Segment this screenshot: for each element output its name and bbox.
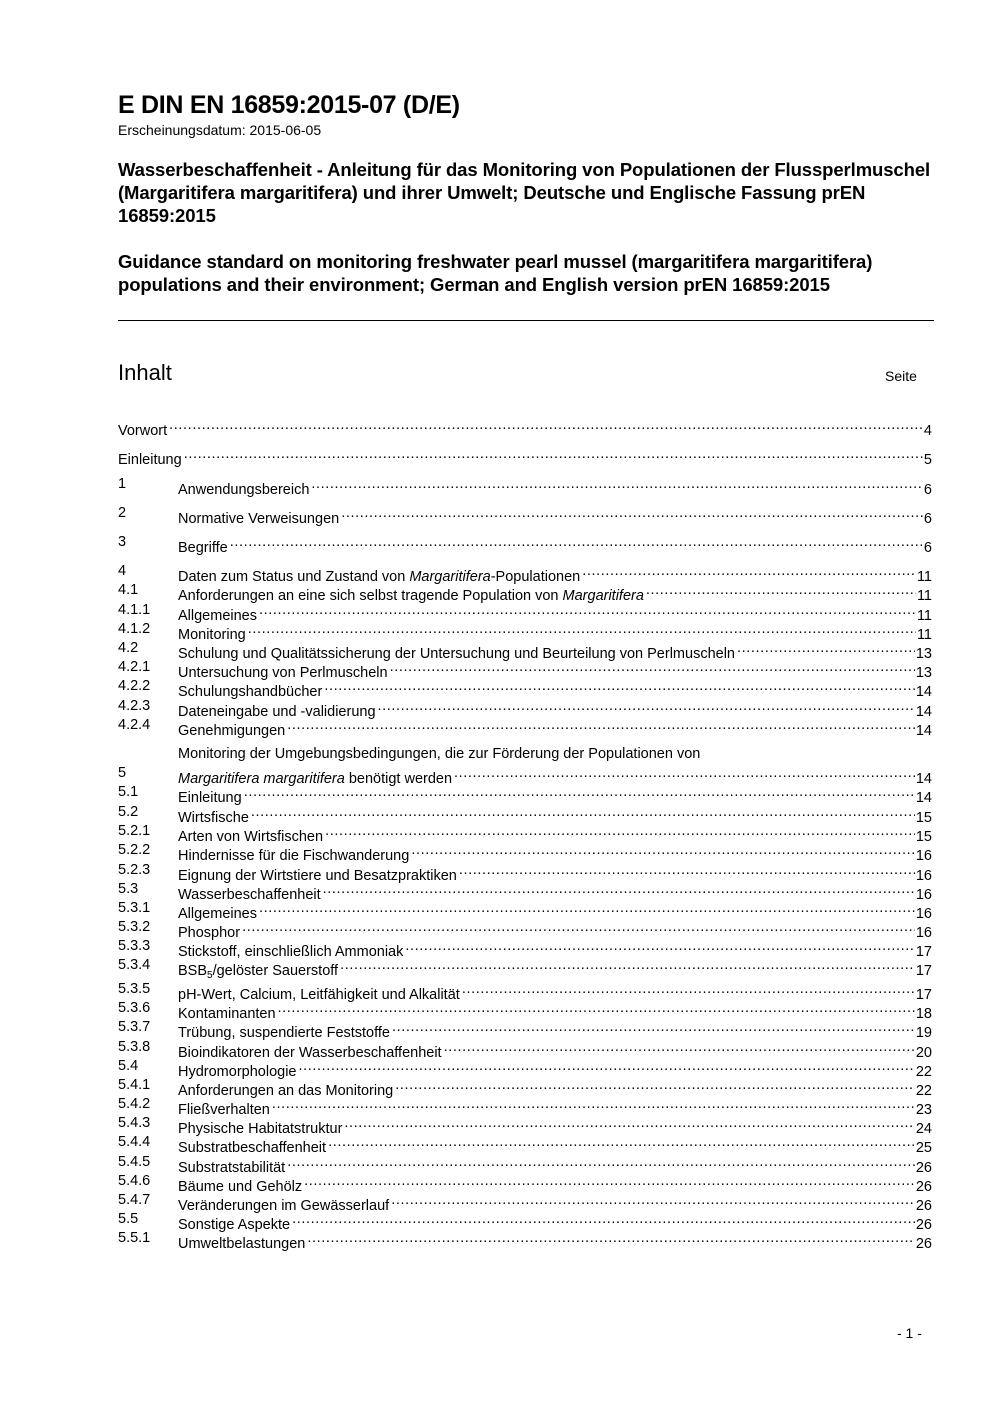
toc-entry-text: Einleitung — [118, 452, 182, 468]
toc-entry-number: 5.3.2 — [118, 919, 151, 935]
toc-leader-dots — [391, 1191, 915, 1210]
toc-entry[interactable] — [118, 1018, 932, 1041]
toc-entry-number: 5 — [118, 765, 127, 781]
toc-entry-text: Hindernisse für die Fischwanderung — [178, 848, 410, 864]
toc-entry-text-italic: Margaritifera — [562, 588, 644, 604]
publication-date: Erscheinungsdatum: 2015-06-05 — [118, 122, 322, 138]
toc-entry-number: 5.4.3 — [118, 1115, 151, 1131]
toc-entry-number: 5.3.5 — [118, 981, 151, 997]
toc-entry-number: 5.3.7 — [118, 1019, 151, 1035]
toc-entry-page: 14 — [915, 771, 932, 787]
toc-leader-dots — [405, 937, 914, 956]
toc-entry[interactable] — [118, 716, 932, 739]
toc-entry[interactable] — [118, 601, 932, 624]
toc-entry-text: Arten von Wirtsfischen — [178, 829, 324, 845]
toc-entry-text: Hydromorphologie — [178, 1064, 297, 1080]
toc-entry-page: 26 — [915, 1217, 932, 1233]
toc-entry-text: Anwendungsbereich — [178, 482, 310, 498]
toc-entry-text: Bäume und Gehölz — [178, 1179, 303, 1195]
toc-entry-page: 11 — [916, 569, 932, 585]
toc-entry-number: 4.1.1 — [118, 602, 151, 618]
toc-leader-dots — [272, 1095, 915, 1114]
toc-entry-text: Monitoring — [178, 627, 246, 643]
toc-entry-page: 18 — [915, 1006, 932, 1022]
toc-leader-dots — [344, 1114, 914, 1133]
toc-entry-page: 11 — [916, 608, 932, 624]
title-divider — [118, 320, 934, 321]
toc-leader-dots — [462, 980, 915, 999]
toc-entry-text-part: /gelöster Sauerstoff — [212, 963, 339, 979]
toc-entry-page: 16 — [915, 906, 932, 922]
toc-entry-number: 5.3.6 — [118, 1000, 151, 1016]
toc-leader-dots — [278, 999, 915, 1018]
toc-leader-dots — [230, 533, 923, 552]
toc-entry-page: 22 — [915, 1064, 932, 1080]
toc-entry-page: 14 — [915, 684, 932, 700]
toc-leader-dots — [328, 1133, 915, 1152]
toc-entry-text: Phosphor — [178, 925, 241, 941]
toc-entry-number: 2 — [118, 505, 127, 521]
toc-entry-page: 19 — [915, 1025, 932, 1041]
toc-entry-number: 5.5 — [118, 1211, 139, 1227]
toc-entry-text: Dateneingabe und -validierung — [178, 704, 376, 720]
toc-entry-number: 5.4.1 — [118, 1077, 151, 1093]
toc-leader-dots — [340, 956, 915, 975]
toc-entry-text: Umweltbelastungen — [178, 1236, 306, 1252]
toc-leader-dots — [311, 475, 923, 494]
toc-entry[interactable] — [118, 861, 932, 884]
toc-leader-dots — [395, 1076, 915, 1095]
toc-entry-page: 22 — [915, 1083, 932, 1099]
toc-entry-page: 6 — [923, 540, 932, 556]
toc-leader-dots — [444, 1038, 915, 1057]
toc-entry-number: 4.2 — [118, 640, 139, 656]
toc-entry-page: 14 — [915, 790, 932, 806]
toc-entry-page: 26 — [915, 1198, 932, 1214]
toc-entry[interactable] — [118, 533, 932, 556]
toc-entry-text: Schulungshandbücher — [178, 684, 323, 700]
toc-entry-number: 4 — [118, 563, 127, 579]
toc-entry-text: Wasserbeschaffenheit — [178, 887, 321, 903]
toc-entry-text: Veränderungen im Gewässerlauf — [178, 1198, 390, 1214]
toc-entry-text: Trübung, suspendierte Feststoffe — [178, 1025, 390, 1041]
toc-entry-text: Einleitung — [178, 790, 242, 806]
toc-entry-text: Physische Habitatstruktur — [178, 1121, 343, 1137]
toc-entry[interactable] — [118, 562, 932, 585]
toc-leader-dots — [323, 880, 915, 899]
toc-entry[interactable] — [118, 658, 932, 681]
toc-entry-text: Schulung und Qualitätssicherung der Untersuchung und Beurteilung von Perlmuscheln — [178, 646, 735, 662]
toc-leader-dots — [378, 697, 915, 716]
toc-entry-text-line1: Monitoring der Umgebungsbedingungen, die zur Förderung der Populationen von — [178, 746, 701, 762]
toc-leader-dots — [242, 918, 915, 937]
toc-entry-page: 23 — [915, 1102, 932, 1118]
toc-leader-dots — [459, 861, 915, 880]
toc-entry-number: 5.3.1 — [118, 900, 151, 916]
toc-entry-text: Anforderungen an das Monitoring — [178, 1083, 394, 1099]
toc-entry[interactable] — [118, 956, 932, 981]
toc-entry-text: Bioindikatoren der Wasserbeschaffenheit — [178, 1045, 442, 1061]
toc-entry-page: 26 — [915, 1179, 932, 1195]
toc-entry-page: 26 — [915, 1236, 932, 1252]
toc-entry-text: Substratbeschaffenheit — [178, 1140, 327, 1156]
toc-entry-text: Sonstige Aspekte — [178, 1217, 291, 1233]
toc-leader-dots — [341, 504, 923, 523]
toc-entry-text-italic: Margaritifera margaritifera — [178, 771, 345, 787]
toc-leader-dots — [324, 677, 915, 696]
toc-entry-number: 5.2.1 — [118, 823, 151, 839]
toc-entry-page: 15 — [915, 829, 932, 845]
toc-entry-number: 3 — [118, 534, 127, 550]
document-id: E DIN EN 16859:2015-07 (D/E) — [118, 91, 460, 119]
toc-entry-page: 17 — [915, 944, 932, 960]
toc-entry-page: 6 — [923, 482, 932, 498]
toc-entry-number: 5.3.3 — [118, 938, 151, 954]
toc-entry-text: Normative Verweisungen — [178, 511, 340, 527]
toc-leader-dots — [244, 783, 915, 802]
toc-entry-text-part: Daten zum Status und Zustand von — [178, 569, 410, 585]
toc-entry[interactable] — [118, 937, 932, 960]
toc-entry[interactable] — [118, 1153, 932, 1176]
toc-leader-dots — [304, 1172, 915, 1191]
toc-entry-text: Wirtsfische — [178, 810, 249, 826]
toc-entry-text: Stickstoff, einschließlich Ammoniak — [178, 944, 404, 960]
toc-entry[interactable] — [118, 445, 932, 468]
toc-entry-number: 5.3 — [118, 881, 139, 897]
toc-entry-text: Genehmigungen — [178, 723, 286, 739]
toc-entry[interactable] — [118, 677, 932, 700]
toc-entry-number: 5.4.5 — [118, 1154, 151, 1170]
toc-entry-page: 13 — [915, 646, 932, 662]
toc-leader-dots — [184, 445, 923, 464]
toc-entry-text: Allgemeines — [178, 608, 257, 624]
toc-entry[interactable] — [118, 581, 932, 604]
toc-entry-number: 5.2.2 — [118, 842, 151, 858]
toc-entry-number: 4.1.2 — [118, 621, 151, 637]
toc-leader-dots — [292, 1210, 915, 1229]
toc-entry-number: 5.4.7 — [118, 1192, 151, 1208]
toc-entry[interactable] — [118, 416, 932, 439]
toc-entry-number: 5.3.8 — [118, 1039, 151, 1055]
toc-entry[interactable] — [118, 1191, 932, 1214]
toc-entry[interactable] — [118, 1210, 932, 1233]
toc-entry[interactable] — [118, 746, 932, 787]
toc-entry-number: 5.5.1 — [118, 1230, 151, 1246]
toc-entry-page: 16 — [915, 887, 932, 903]
toc-entry-text-part: benötigt werden — [344, 771, 453, 787]
toc-entry[interactable] — [118, 822, 932, 845]
toc-entry[interactable] — [118, 1076, 932, 1099]
toc-leader-dots — [251, 803, 915, 822]
toc-entry-page: 17 — [915, 987, 932, 1003]
toc-entry-text — [178, 962, 340, 981]
toc-entry-text: Fließverhalten — [178, 1102, 270, 1118]
toc-entry-page: 16 — [915, 848, 932, 864]
toc-entry-page: 13 — [915, 665, 932, 681]
toc-entry-text-part: -Populationen — [490, 569, 581, 585]
toc-entry[interactable] — [118, 1038, 932, 1061]
toc-leader-dots — [582, 562, 916, 581]
title-english: Guidance standard on monitoring freshwater pearl mussel (margaritifera margaritifera) populations and their environment; German and English version prEN 16859:2015 — [118, 251, 873, 295]
toc-entry-number: 5.2 — [118, 804, 139, 820]
toc-entry-number: 5.2.3 — [118, 862, 151, 878]
toc-entry[interactable] — [118, 639, 932, 662]
toc-entry-number: 4.2.4 — [118, 717, 151, 733]
toc-entry[interactable] — [118, 980, 932, 1003]
toc-entry[interactable] — [118, 1114, 932, 1137]
toc-entry-number: 1 — [118, 476, 127, 492]
toc-entry-text: Vorwort — [118, 423, 168, 439]
toc-entry[interactable] — [118, 697, 932, 720]
toc-entry-number: 5.4 — [118, 1058, 139, 1074]
toc-entry-number: 5.1 — [118, 784, 139, 800]
toc-entry[interactable] — [118, 1133, 932, 1156]
toc-entry-text: Substratstabilität — [178, 1160, 286, 1176]
toc-entry-text: Allgemeines — [178, 906, 257, 922]
toc-entry-text-part: BSB — [178, 963, 208, 979]
toc-entry[interactable] — [118, 841, 932, 864]
toc-entry[interactable] — [118, 1229, 932, 1252]
toc-entry-page: 20 — [915, 1045, 932, 1061]
toc-entry-number: 4.2.3 — [118, 698, 151, 714]
title-german: Wasserbeschaffenheit - Anleitung für das Monitoring von Populationen der Flussperlmuschel (Margaritifera margaritifera) und ihrer Umwelt; Deutsche und Englische Fassung prEN 16859:2015 — [118, 159, 931, 226]
toc-entry-page: 6 — [923, 511, 932, 527]
toc-entry-text-part: Anforderungen an eine sich selbst tragende Population von — [178, 588, 563, 604]
toc-leader-dots — [298, 1057, 914, 1076]
toc-entry-number: 4.2.1 — [118, 659, 151, 675]
page-number: - 1 - — [897, 1325, 922, 1341]
toc-entry-page: 14 — [915, 704, 932, 720]
toc-entry[interactable] — [118, 783, 932, 806]
toc-entry-number: 5.4.2 — [118, 1096, 151, 1112]
toc-entry[interactable] — [118, 880, 932, 903]
toc-entry-page: 26 — [915, 1160, 932, 1176]
toc-entry-text: Untersuchung von Perlmuscheln — [178, 665, 388, 681]
toc-leader-dots — [287, 1153, 915, 1172]
toc-entry-page: 16 — [915, 868, 932, 884]
toc-entry[interactable] — [118, 504, 932, 527]
toc-entry-text: Begriffe — [178, 540, 228, 556]
toc-page-heading: Seite — [885, 368, 917, 384]
toc-entry[interactable] — [118, 1095, 932, 1118]
toc-entry-text-italic: Margaritifera — [409, 569, 491, 585]
toc-entry-page: 14 — [915, 723, 932, 739]
toc-entry[interactable] — [118, 620, 932, 643]
toc-entry-text: Eignung der Wirtstiere und Besatzpraktiken — [178, 868, 457, 884]
toc-leader-dots — [259, 899, 915, 918]
toc-entry[interactable] — [118, 999, 932, 1022]
toc-leader-dots — [454, 764, 915, 783]
toc-leader-dots — [737, 639, 915, 658]
toc-entry[interactable] — [118, 918, 932, 941]
toc-entry-number: 4.2.2 — [118, 678, 151, 694]
toc-leader-dots — [248, 620, 916, 639]
toc-entry-page: 4 — [923, 423, 932, 439]
toc-leader-dots — [392, 1018, 915, 1037]
toc-entry[interactable] — [118, 1172, 932, 1195]
toc-entry-number: 5.4.6 — [118, 1173, 151, 1189]
toc-entry-page: 17 — [915, 963, 932, 979]
toc-leader-dots — [287, 716, 915, 735]
toc-entry[interactable] — [118, 475, 932, 498]
toc-entry-page: 25 — [915, 1140, 932, 1156]
toc-leader-dots — [411, 841, 915, 860]
toc-leader-dots — [259, 601, 916, 620]
toc-entry[interactable] — [118, 803, 932, 826]
toc-leader-dots — [169, 416, 923, 435]
toc-leader-dots — [646, 581, 916, 600]
toc-entry-page: 5 — [923, 452, 932, 468]
toc-entry-subscript: 5 — [207, 970, 213, 981]
toc-entry-text: Kontaminanten — [178, 1006, 276, 1022]
toc-entry-number: 4.1 — [118, 582, 139, 598]
toc-leader-dots — [307, 1229, 915, 1248]
toc-entry-page: 24 — [915, 1121, 932, 1137]
toc-leader-dots — [325, 822, 915, 841]
toc-entry[interactable] — [118, 899, 932, 922]
toc-entry-page: 11 — [916, 627, 932, 643]
toc-entry-page: 11 — [916, 588, 932, 604]
toc-entry-page: 16 — [915, 925, 932, 941]
toc-entry-number: 5.3.4 — [118, 957, 151, 973]
toc-leader-dots — [390, 658, 915, 677]
toc-entry-page: 15 — [915, 810, 932, 826]
toc-heading: Inhalt — [118, 360, 172, 385]
toc-entry[interactable] — [118, 1057, 932, 1080]
toc-entry-text: pH-Wert, Calcium, Leitfähigkeit und Alkalität — [178, 987, 460, 1003]
toc-entry-number: 5.4.4 — [118, 1134, 151, 1150]
